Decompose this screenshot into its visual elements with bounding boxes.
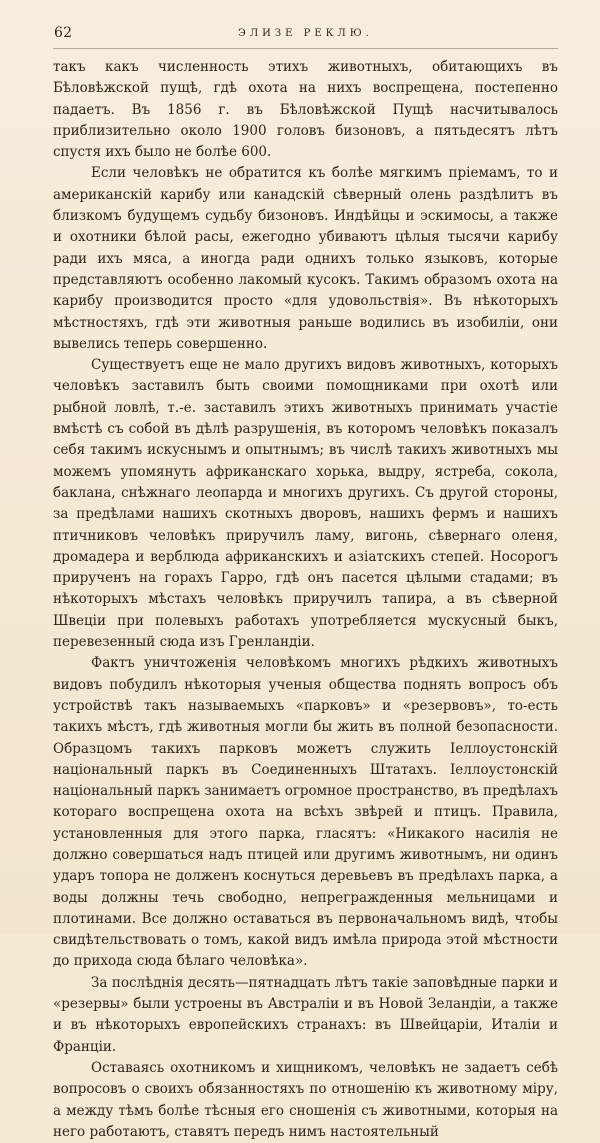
page-header <box>53 24 558 49</box>
paragraph: Оставаясь охотникомъ и хищникомъ, человѣкъ не задаетъ себѣ вопросовъ о своихъ обязанностяхъ по отношенію къ животному міру, а между тѣмъ болѣе тѣсныя его сношенія съ животными, которыя на него работаютъ, ставятъ передъ нимъ настоятельный <box>53 1059 558 1140</box>
page-number: 62 <box>54 25 73 41</box>
running-head: ЭЛИЗЕ РЕКЛЮ. <box>238 28 373 39</box>
body-text <box>53 57 558 1143</box>
paragraph: такъ какъ численность этихъ животныхъ, обитающихъ въ Бѣловѣжской пущѣ, гдѣ охота на нихъ воспрещена, постепенно падаетъ. Въ 1856 г. въ Бѣловѣжской Пущѣ насчитывалось приблизительно около 1900 головъ бизоновъ, а пятьдесятъ лѣтъ спустя ихъ было не болѣе 600. <box>53 59 558 161</box>
paragraph: Фактъ уничтоженія человѣкомъ многихъ рѣдкихъ животныхъ видовъ побудилъ нѣкоторыя ученыя общества поднять вопросъ объ устройствѣ такъ называемыхъ «парковъ» и «резервовъ», то-есть такихъ мѣстъ, гдѣ животныя могли бы жить въ полной безопасности. Образцомъ такихъ парковъ можетъ служить Іеллоустонскій національный паркъ въ Соединенныхъ Штатахъ. Іеллоустонскій національный паркъ занимаетъ огромное пространство, въ предѣлахъ котораго воспрещена охота на всѣхъ звѣрей и птицъ. Правила, установленныя для этого парка, гласятъ: «Никакого насилія не должно совершаться надъ птицей или другимъ животнымъ, ни одинъ ударъ топора не долженъ коснуться деревьевъ въ предѣлахъ парка, а воды должны течь свободно, непрегражденныя мельницами и плотинами. Все должно оставаться въ первоначальномъ видѣ, чтобы свидѣтельствовать о томъ, какой видъ имѣла природа этой мѣстности до прихода сюда бѣлаго человѣка». <box>53 655 558 970</box>
paragraph: За послѣднія десять—пятнадцать лѣтъ такіе заповѣдные парки и «резервы» были устроены въ Австраліи и въ Новой Зеландіи, а также и въ нѣкоторыхъ европейскихъ странахъ: въ Швейцаріи, Италіи и Франціи. <box>53 974 558 1055</box>
paragraph: Если человѣкъ не обратится къ болѣе мягкимъ пріемамъ, то и американскій карибу или канадскій сѣверный олень раздѣлитъ въ близкомъ будущемъ судьбу бизоновъ. Индѣйцы и эскимосы, а также и охотники бѣлой расы, ежегодно убиваютъ цѣлыя тысячи карибу ради ихъ мяса, а иногда ради однихъ только языковъ, которые представляютъ особенно лакомый кусокъ. Такимъ образомъ охота на карибу производится просто «для удовольствія». Въ нѣкоторыхъ мѣстностяхъ, гдѣ эти животныя раньше водились въ изобиліи, они вывелись теперь совершенно. <box>53 165 558 352</box>
paragraph: Существуетъ еще не мало другихъ видовъ животныхъ, которыхъ человѣкъ заставилъ быть своими помощниками при охотѣ или рыбной ловлѣ, т.-е. заставилъ этихъ животныхъ принимать участіе вмѣстѣ съ собой въ дѣлѣ разрушенія, въ которомъ человѣкъ показалъ себя такимъ искуснымъ и опытнымъ; въ числѣ такихъ животныхъ мы можемъ упомянуть африканскаго хорька, выдру, ястреба, сокола, баклана, снѣжнаго леопарда и многихъ другихъ. Съ другой стороны, за предѣлами нашихъ скотныхъ дворовъ, нашихъ фермъ и нашихъ птичниковъ человѣкъ приручилъ ламу, вигонь, сѣвернаго оленя, дромадера и верблюда африканскихъ и азіатскихъ степей. Носорогъ прирученъ на горахъ Гарро, гдѣ онъ пасется цѣлыми стадами; въ нѣкоторыхъ мѣстахъ человѣкъ приручилъ тапира, а въ сѣверной Швеціи при полевыхъ работахъ употребляется мускусный быкъ, перевезенный сюда изъ Гренландіи. <box>53 357 558 651</box>
